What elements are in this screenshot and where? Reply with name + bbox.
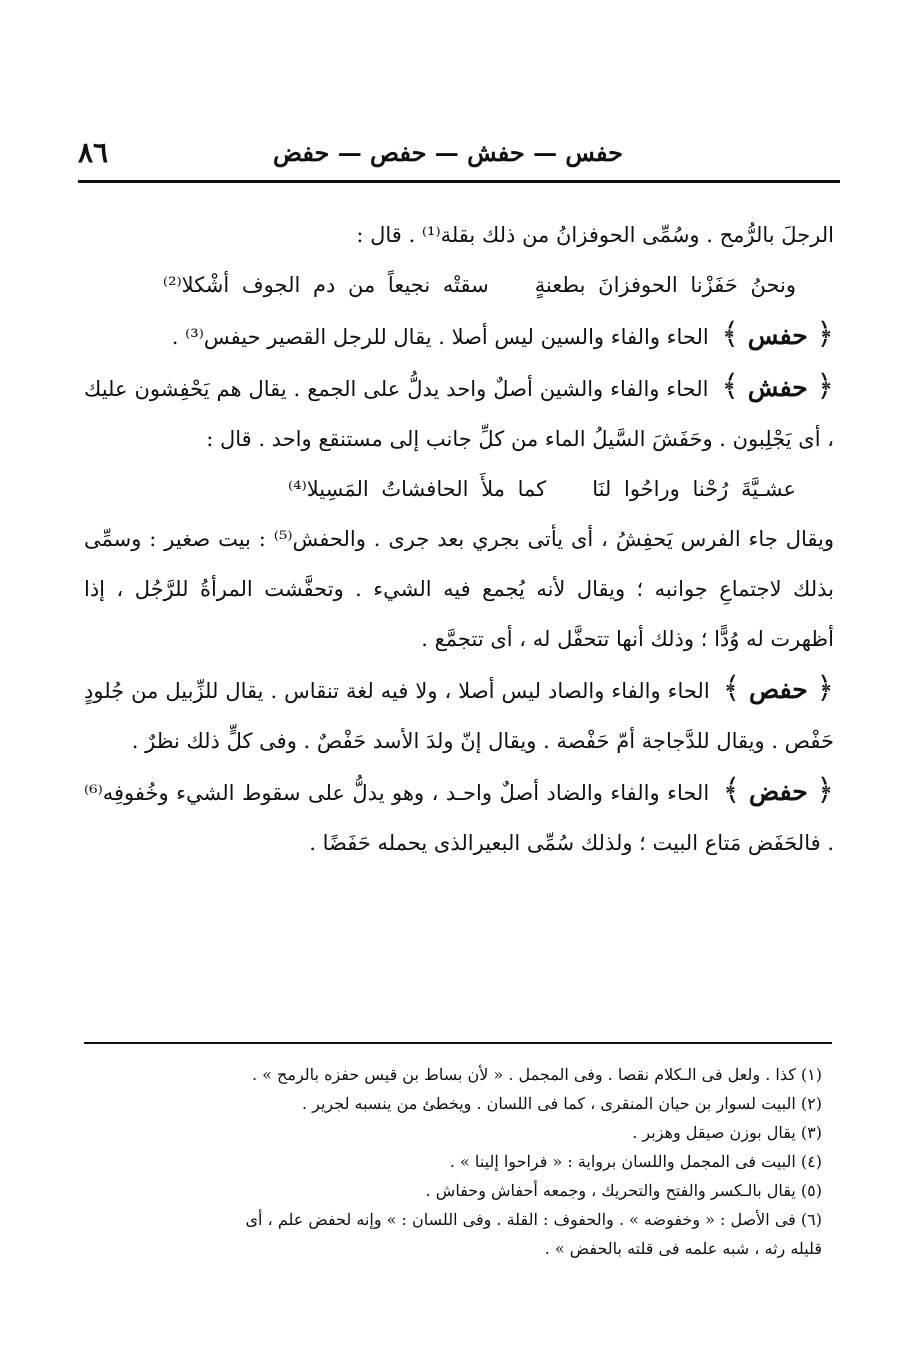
verse-2-first-hemistich: عشـيَّةَ رُحْنا وراحُوا لنَا bbox=[592, 477, 796, 501]
running-title: حفس — حفش — حفص — حفض bbox=[272, 138, 624, 167]
entry-hafs bbox=[84, 310, 834, 362]
footnote-1: (١) كذا . ولعل فى الـكلام نقصا . وفى المجمل . « لأن بساط بن قيس حفزه بالرمح » . bbox=[252, 1065, 822, 1084]
main-text bbox=[84, 210, 834, 868]
entry-hafs-sad bbox=[84, 664, 834, 766]
entry-hafd bbox=[84, 766, 834, 868]
paragraph-hafsh-cont: ويقال جاء الفرس يَحفِشُ ، أى يأتى بجري بعد جرى . والحفش⁽⁵⁾ : بيت صغير : وسمِّى بذلك لاجتماعِ جوانبه ؛ ويقال لأنه يُجمع فيه الشيء . وتحفَّشت المرأةُ للرَّجُل ، إذا أظهرت له وُدًّا ؛ وذلك أنها تتحفَّل له ، أى تتجمَّع . bbox=[84, 527, 834, 651]
verse-1 bbox=[84, 260, 834, 310]
footnotes bbox=[84, 1060, 824, 1263]
entry-text-hafd: الحاء والفاء والضاد أصلٌ واحـد ، وهو يدلُّ على سقوط الشيء وخُفوفِه⁽⁶⁾ . فالحَفَض مَتاع البيت ؛ ولذلك سُمِّى البعيرالذى يحمله حَفَضًا . bbox=[84, 781, 834, 855]
entry-hafsh bbox=[84, 362, 834, 464]
footnote-2: (٢) البيت لسوار بن حيان المنقرى ، كما فى اللسان . ويخطئ من ينسبه لجرير . bbox=[301, 1094, 822, 1113]
entry-headword-hafs: ﴿ حفس ﴾ bbox=[721, 317, 834, 352]
footnote-4: (٤) البيت فى المجمل واللسان برواية : « فراحوا إلينا » . bbox=[449, 1152, 822, 1171]
verse-2 bbox=[84, 464, 834, 514]
footnote-rule bbox=[84, 1042, 832, 1044]
verse-1-second-hemistich: سقتْه نجيعاً من دم الجوف أشْكلا⁽²⁾ bbox=[162, 273, 489, 297]
header-rule bbox=[78, 180, 840, 183]
entry-headword-hafsh: ﴿ حفش ﴾ bbox=[721, 369, 834, 404]
page-header bbox=[78, 128, 838, 180]
footnote-6: (٦) فى الأصل : « وخفوضه » . والحفوف : القلة . وفى اللسان : » وإنه لحفض علم ، أى bbox=[245, 1210, 822, 1229]
verse-1-first-hemistich: ونحنُ حَفَزْنا الحوفزانَ بطعنةٍ bbox=[534, 273, 796, 297]
page-number: ٨٦ bbox=[78, 136, 109, 169]
text-line-intro: الرجلَ بالرُّمح . وسُمِّى الحوفزانُ من ذلك بقلة⁽¹⁾ . قال : bbox=[356, 223, 834, 247]
entry-text-hafsh: الحاء والفاء والشين أصلٌ واحد يدلُّ على الجمع . يقال هم يَحْفِشون عليك ، أى يَجْلِبون . وحَفَشَ السَّيلُ الماء من كلِّ جانب إلى مستنقع واحد . قال : bbox=[84, 377, 834, 451]
entry-text-hafs: الحاء والفاء والسين ليس أصلا . يقال للرجل القصير حيفس⁽³⁾ . bbox=[171, 325, 709, 349]
verse-2-second-hemistich: كما ملأَ الحافشاتُ المَسِيلا⁽⁴⁾ bbox=[287, 477, 547, 501]
footnote-5: (٥) يقال بالـكسر والفتح والتحريك ، وجمعه أحفاش وحفاش . bbox=[425, 1181, 822, 1200]
footnote-3: (٣) يقال بوزن صيقل وهزبر . bbox=[632, 1123, 822, 1142]
entry-headword-hafs-sad: ﴿ حفص ﴾ bbox=[722, 671, 834, 706]
entry-text-hafs-sad: الحاء والفاء والصاد ليس أصلا ، ولا فيه لغة تنقاس . يقال للزِّبيل من جُلودٍ حَفْص . ويقال للدَّجاجة أمّ حَفْصة . ويقال إنّ ولدَ الأسد حَفْصٌ . وفى كلٍّ ذلك نظرٌ . bbox=[84, 679, 834, 753]
footnote-6-continued: قليله رثه ، شبه علمه فى قلته بالحفض » . bbox=[544, 1239, 822, 1258]
entry-headword-hafd: ﴿ حفض ﴾ bbox=[722, 773, 834, 808]
